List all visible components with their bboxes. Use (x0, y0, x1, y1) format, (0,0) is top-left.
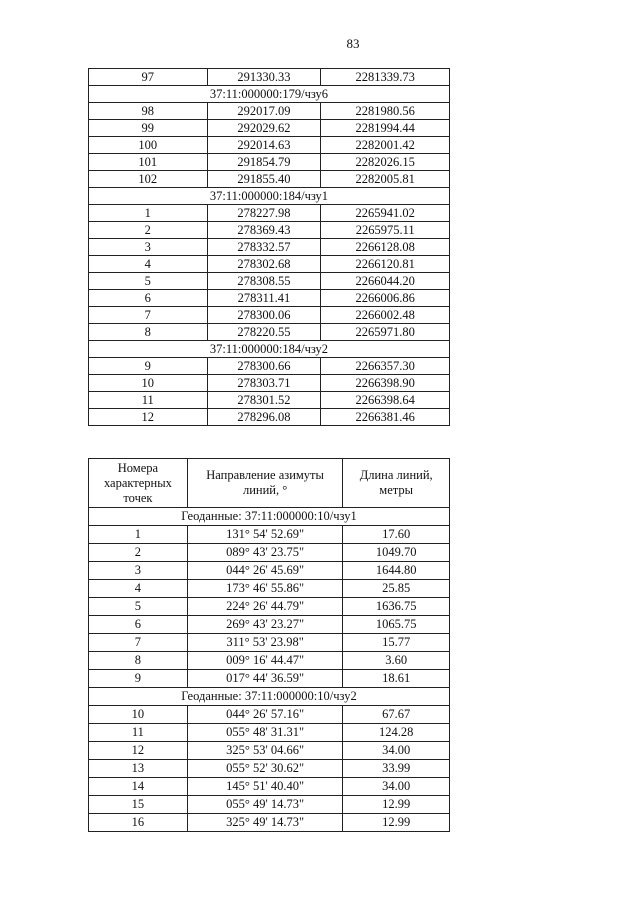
x-coordinate-cell: 292014.63 (207, 137, 321, 154)
table-row (89, 222, 450, 239)
y-coordinate-cell: 2266120.81 (321, 256, 450, 273)
table-row (89, 814, 450, 832)
table-row (89, 634, 450, 652)
x-coordinate-cell: 278332.57 (207, 239, 321, 256)
line-length-cell: 1644.80 (343, 562, 450, 580)
point-number-cell: 7 (89, 634, 188, 652)
table-row (89, 120, 450, 137)
point-number-cell: 98 (89, 103, 208, 120)
x-coordinate-cell: 278308.55 (207, 273, 321, 290)
point-number-cell: 1 (89, 205, 208, 222)
table-row (89, 239, 450, 256)
line-length-cell: 1065.75 (343, 616, 450, 634)
table-row (89, 796, 450, 814)
azimuth-cell: 009° 16' 44.47" (187, 652, 343, 670)
table-row (89, 724, 450, 742)
header-point-numbers: Номера характерных точек (89, 459, 188, 508)
point-number-cell: 99 (89, 120, 208, 137)
y-coordinate-cell: 2281339.73 (321, 69, 450, 86)
section-label: 37:11:000000:184/чзу1 (89, 188, 450, 205)
line-length-cell: 1636.75 (343, 598, 450, 616)
line-length-cell: 1049.70 (343, 544, 450, 562)
table-row (89, 205, 450, 222)
table-row (89, 375, 450, 392)
point-number-cell: 14 (89, 778, 188, 796)
azimuth-cell: 145° 51' 40.40" (187, 778, 343, 796)
section-label: 37:11:000000:184/чзу2 (89, 341, 450, 358)
y-coordinate-cell: 2266044.20 (321, 273, 450, 290)
section-label: 37:11:000000:179/чзу6 (89, 86, 450, 103)
x-coordinate-cell: 278301.52 (207, 392, 321, 409)
line-length-cell: 12.99 (343, 796, 450, 814)
point-number-cell: 9 (89, 358, 208, 375)
point-number-cell: 97 (89, 69, 208, 86)
point-number-cell: 9 (89, 670, 188, 688)
x-coordinate-cell: 291330.33 (207, 69, 321, 86)
azimuth-cell: 224° 26' 44.79" (187, 598, 343, 616)
y-coordinate-cell: 2266381.46 (321, 409, 450, 426)
y-coordinate-cell: 2282005.81 (321, 171, 450, 188)
header-line-length: Длина линий, метры (343, 459, 450, 508)
azimuth-cell: 089° 43' 23.75" (187, 544, 343, 562)
point-number-cell: 5 (89, 598, 188, 616)
y-coordinate-cell: 2282001.42 (321, 137, 450, 154)
x-coordinate-cell: 278300.06 (207, 307, 321, 324)
table-row (89, 742, 450, 760)
table-row (89, 392, 450, 409)
azimuth-cell: 269° 43' 23.27" (187, 616, 343, 634)
table-row (89, 670, 450, 688)
table-row (89, 652, 450, 670)
point-number-cell: 8 (89, 652, 188, 670)
point-number-cell: 1 (89, 526, 188, 544)
point-number-cell: 12 (89, 742, 188, 760)
table-row (89, 544, 450, 562)
table-row (89, 562, 450, 580)
point-number-cell: 2 (89, 544, 188, 562)
y-coordinate-cell: 2265971.80 (321, 324, 450, 341)
y-coordinate-cell: 2265941.02 (321, 205, 450, 222)
section-row (89, 341, 450, 358)
x-coordinate-cell: 278300.66 (207, 358, 321, 375)
table-row (89, 778, 450, 796)
point-number-cell: 10 (89, 706, 188, 724)
y-coordinate-cell: 2266002.48 (321, 307, 450, 324)
point-number-cell: 11 (89, 724, 188, 742)
table-row (89, 171, 450, 188)
x-coordinate-cell: 291855.40 (207, 171, 321, 188)
table-row (89, 290, 450, 307)
x-coordinate-cell: 278227.98 (207, 205, 321, 222)
point-number-cell: 100 (89, 137, 208, 154)
azimuth-cell: 044° 26' 45.69" (187, 562, 343, 580)
point-number-cell: 6 (89, 290, 208, 307)
point-number-cell: 102 (89, 171, 208, 188)
point-number-cell: 6 (89, 616, 188, 634)
azimuth-cell: 325° 53' 04.66" (187, 742, 343, 760)
section-label: Геоданные: 37:11:000000:10/чзу1 (89, 508, 450, 526)
point-number-cell: 3 (89, 562, 188, 580)
point-number-cell: 5 (89, 273, 208, 290)
line-length-cell: 3.60 (343, 652, 450, 670)
line-length-cell: 17.60 (343, 526, 450, 544)
header-azimuth: Направление азимуты линий, ° (187, 459, 343, 508)
line-length-cell: 33.99 (343, 760, 450, 778)
section-row (89, 86, 450, 103)
point-number-cell: 12 (89, 409, 208, 426)
line-length-cell: 12.99 (343, 814, 450, 832)
point-number-cell: 101 (89, 154, 208, 171)
azimuth-cell: 311° 53' 23.98" (187, 634, 343, 652)
table-row (89, 154, 450, 171)
table-row (89, 706, 450, 724)
geodata-header-row (89, 459, 450, 508)
table-row (89, 137, 450, 154)
y-coordinate-cell: 2266357.30 (321, 358, 450, 375)
azimuth-cell: 055° 48' 31.31" (187, 724, 343, 742)
coordinates-table (88, 68, 450, 426)
y-coordinate-cell: 2282026.15 (321, 154, 450, 171)
point-number-cell: 16 (89, 814, 188, 832)
line-length-cell: 34.00 (343, 778, 450, 796)
section-row (89, 188, 450, 205)
line-length-cell: 15.77 (343, 634, 450, 652)
coordinates-table-body (89, 69, 450, 426)
table-row (89, 616, 450, 634)
section-label: Геоданные: 37:11:000000:10/чзу2 (89, 688, 450, 706)
geodata-table-body (89, 508, 450, 832)
point-number-cell: 8 (89, 324, 208, 341)
table-row (89, 526, 450, 544)
x-coordinate-cell: 278311.41 (207, 290, 321, 307)
x-coordinate-cell: 278369.43 (207, 222, 321, 239)
section-row (89, 688, 450, 706)
x-coordinate-cell: 291854.79 (207, 154, 321, 171)
y-coordinate-cell: 2281994.44 (321, 120, 450, 137)
point-number-cell: 4 (89, 580, 188, 598)
table-row (89, 273, 450, 290)
line-length-cell: 67.67 (343, 706, 450, 724)
geodata-table (88, 458, 450, 832)
point-number-cell: 3 (89, 239, 208, 256)
azimuth-cell: 055° 49' 14.73" (187, 796, 343, 814)
x-coordinate-cell: 278296.08 (207, 409, 321, 426)
y-coordinate-cell: 2265975.11 (321, 222, 450, 239)
table-row (89, 760, 450, 778)
point-number-cell: 7 (89, 307, 208, 324)
table-row (89, 409, 450, 426)
y-coordinate-cell: 2266398.64 (321, 392, 450, 409)
table-row (89, 307, 450, 324)
azimuth-cell: 173° 46' 55.86" (187, 580, 343, 598)
table-row (89, 358, 450, 375)
y-coordinate-cell: 2266128.08 (321, 239, 450, 256)
line-length-cell: 25.85 (343, 580, 450, 598)
y-coordinate-cell: 2266006.86 (321, 290, 450, 307)
y-coordinate-cell: 2281980.56 (321, 103, 450, 120)
azimuth-cell: 131° 54' 52.69" (187, 526, 343, 544)
table-row (89, 103, 450, 120)
x-coordinate-cell: 292017.09 (207, 103, 321, 120)
table-row (89, 324, 450, 341)
point-number-cell: 15 (89, 796, 188, 814)
table-row (89, 256, 450, 273)
x-coordinate-cell: 278303.71 (207, 375, 321, 392)
y-coordinate-cell: 2266398.90 (321, 375, 450, 392)
point-number-cell: 13 (89, 760, 188, 778)
table-row (89, 580, 450, 598)
point-number-cell: 2 (89, 222, 208, 239)
azimuth-cell: 325° 49' 14.73" (187, 814, 343, 832)
x-coordinate-cell: 292029.62 (207, 120, 321, 137)
line-length-cell: 124.28 (343, 724, 450, 742)
azimuth-cell: 017° 44' 36.59" (187, 670, 343, 688)
line-length-cell: 34.00 (343, 742, 450, 760)
page-number: 83 (346, 36, 360, 51)
azimuth-cell: 044° 26' 57.16" (187, 706, 343, 724)
section-row (89, 508, 450, 526)
azimuth-cell: 055° 52' 30.62" (187, 760, 343, 778)
table-row (89, 69, 450, 86)
point-number-cell: 11 (89, 392, 208, 409)
line-length-cell: 18.61 (343, 670, 450, 688)
x-coordinate-cell: 278302.68 (207, 256, 321, 273)
point-number-cell: 10 (89, 375, 208, 392)
table-row (89, 598, 450, 616)
point-number-cell: 4 (89, 256, 208, 273)
x-coordinate-cell: 278220.55 (207, 324, 321, 341)
